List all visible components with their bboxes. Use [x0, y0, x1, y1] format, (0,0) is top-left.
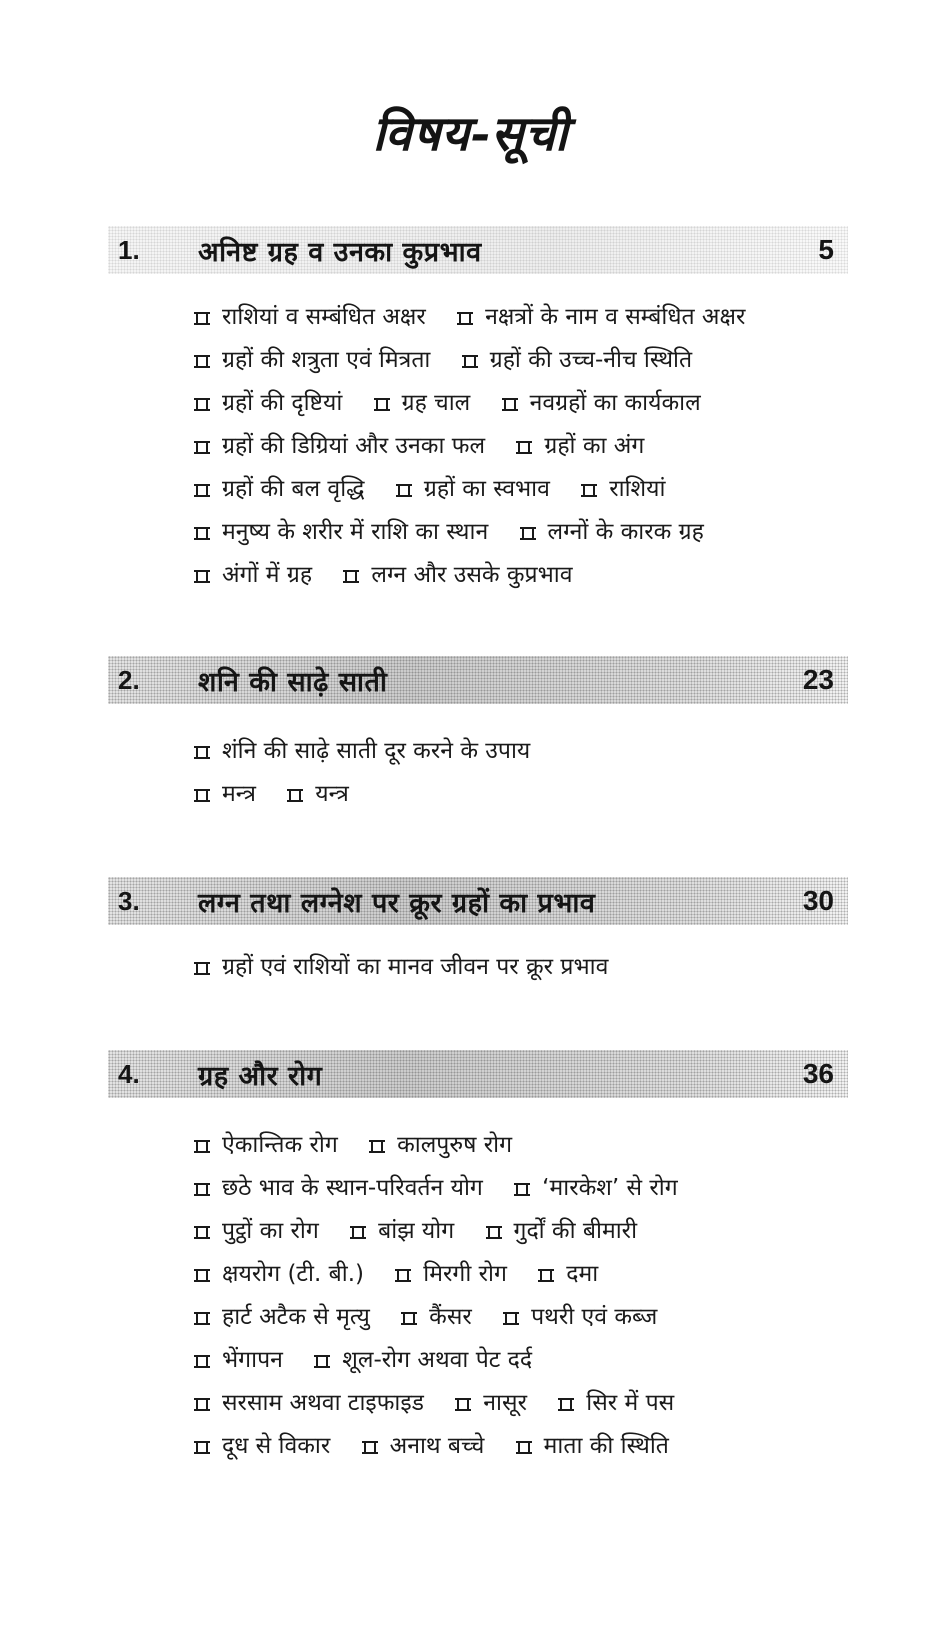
chapter-number: 1. [118, 234, 140, 265]
topic-line [196, 773, 836, 816]
topic-item[interactable]: हार्ट अटैक से मृत्यु [196, 1296, 370, 1339]
topic-item[interactable]: गुर्दों की बीमारी [488, 1210, 638, 1253]
topic-line [196, 1253, 836, 1296]
topic-item[interactable]: ग्रहों का अंग [518, 425, 644, 468]
topic-item[interactable]: माता की स्थिति [518, 1425, 669, 1468]
topic-line [196, 554, 836, 597]
bullet-icon [457, 1398, 469, 1411]
bullet-icon [464, 355, 476, 368]
topic-item[interactable]: सरसाम अथवा टाइफाइड [196, 1382, 424, 1425]
chapter-title: शनि की साढ़े साती [198, 666, 388, 698]
topic-item[interactable]: नासूर [457, 1382, 527, 1425]
bullet-icon [196, 355, 208, 368]
topic-item[interactable]: ग्रहों की शत्रुता एवं मित्रता [196, 339, 430, 382]
bullet-icon [518, 1441, 530, 1454]
bullet-icon [364, 1441, 376, 1454]
topic-item[interactable]: पथरी एवं कब्ज [505, 1296, 657, 1339]
topic-item[interactable]: कालपुरुष रोग [371, 1124, 512, 1167]
bullet-icon [196, 746, 208, 759]
chapter-number: 3. [118, 885, 140, 916]
topic-item[interactable]: दूध से विकार [196, 1425, 330, 1468]
bullet-icon [196, 441, 208, 454]
bullet-icon [504, 398, 516, 411]
topic-item[interactable]: क्षयरोग (टी. बी.) [196, 1253, 364, 1296]
bullet-icon [196, 527, 208, 540]
chapter-page-number: 30 [802, 885, 834, 916]
chapter-1-topics [196, 296, 836, 597]
chapter-2-header[interactable] [108, 656, 848, 704]
bullet-icon [488, 1226, 500, 1239]
bullet-icon [345, 570, 357, 583]
topic-item[interactable]: राशियां [583, 468, 665, 511]
chapter-page-number: 23 [802, 664, 834, 695]
topic-line [196, 425, 836, 468]
topic-item[interactable]: छठे भाव के स्थान-परिवर्तन योग [196, 1167, 483, 1210]
bullet-icon [316, 1355, 328, 1368]
chapter-4-topics [196, 1124, 836, 1468]
bullet-icon [397, 1269, 409, 1282]
topic-item[interactable]: नवग्रहों का कार्यकाल [504, 382, 701, 425]
bullet-icon [196, 312, 208, 325]
bullet-icon [522, 527, 534, 540]
bullet-icon [289, 789, 301, 802]
topic-item[interactable]: मिरगी रोग [397, 1253, 507, 1296]
topic-line [196, 946, 836, 989]
bullet-icon [352, 1226, 364, 1239]
topic-line [196, 1210, 836, 1253]
topic-item[interactable]: दमा [540, 1253, 598, 1296]
bullet-icon [583, 484, 595, 497]
bullet-icon [398, 484, 410, 497]
topic-item[interactable]: अंगों में ग्रह [196, 554, 312, 597]
bullet-icon [196, 484, 208, 497]
chapter-title: लग्न तथा लग्नेश पर क्रूर ग्रहों का प्रभाव [198, 887, 596, 919]
bullet-icon [196, 789, 208, 802]
bullet-icon [505, 1312, 517, 1325]
topic-item[interactable]: भेंगापन [196, 1339, 283, 1382]
topic-item[interactable]: ग्रहों की बल वृद्धि [196, 468, 365, 511]
topic-line [196, 468, 836, 511]
topic-item[interactable]: मन्त्र [196, 773, 256, 816]
topic-item[interactable]: ग्रहों की डिग्रियां और उनका फल [196, 425, 485, 468]
bullet-icon [196, 1269, 208, 1282]
topic-line [196, 1382, 836, 1425]
chapter-3-topics [196, 946, 836, 989]
topic-item[interactable]: लग्न और उसके कुप्रभाव [345, 554, 572, 597]
topic-item[interactable]: ग्रहों का स्वभाव [398, 468, 550, 511]
chapter-4-header[interactable] [108, 1050, 848, 1098]
chapter-page-number: 36 [802, 1058, 834, 1089]
topic-line [196, 730, 836, 773]
bullet-icon [196, 1312, 208, 1325]
bullet-icon [518, 441, 530, 454]
bullet-icon [196, 1140, 208, 1153]
bullet-icon [196, 1441, 208, 1454]
chapter-page-number: 5 [818, 234, 834, 265]
bullet-icon [196, 1183, 208, 1196]
chapter-number: 2. [118, 664, 140, 695]
chapter-title: ग्रह और रोग [198, 1060, 323, 1092]
bullet-icon [196, 962, 208, 975]
topic-line [196, 382, 836, 425]
topic-item[interactable]: पुट्ठों का रोग [196, 1210, 319, 1253]
topic-item[interactable]: लग्नों के कारक ग्रह [522, 511, 704, 554]
topic-line [196, 1124, 836, 1167]
bullet-icon [196, 1355, 208, 1368]
bullet-icon [196, 398, 208, 411]
topic-line [196, 1296, 836, 1339]
topic-item[interactable]: अनाथ बच्चे [364, 1425, 485, 1468]
chapter-title: अनिष्ट ग्रह व उनका कुप्रभाव [198, 236, 482, 268]
topic-line [196, 1425, 836, 1468]
topic-item[interactable]: शूल-रोग अथवा पेट दर्द [316, 1339, 532, 1382]
topic-item[interactable]: मनुष्य के शरीर में राशि का स्थान [196, 511, 488, 554]
topic-item[interactable]: बांझ योग [352, 1210, 454, 1253]
topic-line [196, 511, 836, 554]
topic-line [196, 1339, 836, 1382]
bullet-icon [540, 1269, 552, 1282]
bullet-icon [516, 1183, 528, 1196]
topic-line [196, 1167, 836, 1210]
topic-item[interactable]: ग्रहों एवं राशियों का मानव जीवन पर क्रूर प्रभाव [196, 946, 608, 989]
bullet-icon [403, 1312, 415, 1325]
topic-item[interactable]: यन्त्र [289, 773, 349, 816]
chapter-3-header[interactable] [108, 877, 848, 925]
bullet-icon [459, 312, 471, 325]
bullet-icon [376, 398, 388, 411]
topic-item[interactable]: ग्रह चाल [376, 382, 471, 425]
topic-item[interactable]: ग्रहों की उच्च-नीच स्थिति [464, 339, 692, 382]
topic-item[interactable]: ग्रहों की दृष्टियां [196, 382, 342, 425]
topic-line [196, 296, 836, 339]
topic-item[interactable]: नक्षत्रों के नाम व सम्बंधित अक्षर [459, 296, 745, 339]
topic-line [196, 339, 836, 382]
page-title: विषय-सूची [372, 106, 569, 162]
topic-item[interactable]: राशियां व सम्बंधित अक्षर [196, 296, 426, 339]
chapter-number: 4. [118, 1058, 140, 1089]
bullet-icon [196, 1398, 208, 1411]
bullet-icon [196, 570, 208, 583]
topic-item[interactable]: शंनि की साढ़े साती दूर करने के उपाय [196, 730, 530, 773]
topic-item[interactable]: सिर में पस [560, 1382, 674, 1425]
bullet-icon [196, 1226, 208, 1239]
bullet-icon [560, 1398, 572, 1411]
topic-item[interactable]: ‘मारकेश’ से रोग [516, 1167, 678, 1210]
topic-item[interactable]: ऐकान्तिक रोग [196, 1124, 338, 1167]
chapter-1-header[interactable] [108, 226, 848, 274]
bullet-icon [371, 1140, 383, 1153]
chapter-2-topics [196, 730, 836, 816]
topic-item[interactable]: कैंसर [403, 1296, 472, 1339]
